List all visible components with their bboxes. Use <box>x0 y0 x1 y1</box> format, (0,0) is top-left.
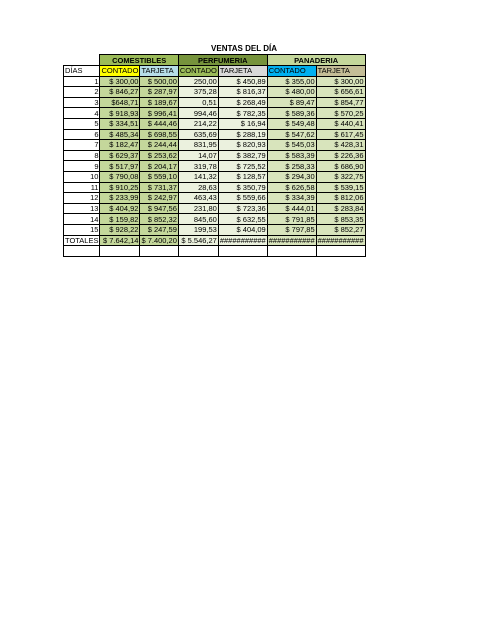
cell-panaderia-tarjeta[interactable]: $ 539,15 <box>316 182 365 193</box>
cell-panaderia-tarjeta[interactable]: $ 852,27 <box>316 224 365 235</box>
cell-perfumeria-tarjeta[interactable]: $ 288,19 <box>218 129 267 140</box>
cell-panaderia-contado[interactable]: $ 355,00 <box>267 76 316 87</box>
header-panaderia-contado[interactable]: CONTADO <box>267 66 316 77</box>
total-perfumeria-contado[interactable]: $ 5.546,27 <box>178 235 218 246</box>
cell-perfumeria-tarjeta[interactable]: $ 268,49 <box>218 97 267 108</box>
cell-comestibles-contado[interactable]: $ 629,37 <box>100 150 140 161</box>
cell-perfumeria-tarjeta[interactable]: $ 16,94 <box>218 118 267 129</box>
cell-perfumeria-tarjeta[interactable]: $ 725,52 <box>218 161 267 172</box>
cell-perfumeria-contado[interactable]: 635,69 <box>178 129 218 140</box>
cell-comestibles-contado[interactable]: $ 404,92 <box>100 203 140 214</box>
cell-panaderia-contado[interactable]: $ 480,00 <box>267 87 316 98</box>
sheet-title: VENTAS DEL DÍA <box>211 44 277 53</box>
cell-perfumeria-contado[interactable]: 845,60 <box>178 214 218 225</box>
header-perfumeria-tarjeta[interactable]: TARJETA <box>218 66 267 77</box>
totals-row <box>64 235 366 246</box>
group-panaderia[interactable]: PANADERIA <box>267 55 365 66</box>
cell-panaderia-contado[interactable]: $ 797,85 <box>267 224 316 235</box>
cell-perfumeria-tarjeta[interactable]: $ 820,93 <box>218 140 267 151</box>
cell-dia[interactable]: 2 <box>64 87 100 98</box>
cell-panaderia-contado[interactable]: $ 589,36 <box>267 108 316 119</box>
cell-perfumeria-contado[interactable]: 375,28 <box>178 87 218 98</box>
cell-panaderia-tarjeta[interactable]: $ 656,61 <box>316 87 365 98</box>
cell-perfumeria-tarjeta[interactable]: $ 404,09 <box>218 224 267 235</box>
cell-panaderia-tarjeta[interactable]: $ 617,45 <box>316 129 365 140</box>
cell-perfumeria-tarjeta[interactable]: $ 559,66 <box>218 193 267 204</box>
cell-comestibles-contado[interactable]: $ 928,22 <box>100 224 140 235</box>
empty-cell[interactable] <box>100 246 140 257</box>
empty-cell[interactable] <box>140 246 178 257</box>
cell-perfumeria-contado[interactable]: 141,32 <box>178 171 218 182</box>
cell-panaderia-contado[interactable]: $ 549,48 <box>267 118 316 129</box>
cell-comestibles-tarjeta[interactable]: $ 852,32 <box>140 214 178 225</box>
totals-label[interactable]: TOTALES <box>65 235 99 245</box>
cell-comestibles-contado[interactable]: $ 182,47 <box>100 140 140 151</box>
empty-corner-cell[interactable] <box>64 55 100 66</box>
cell-perfumeria-tarjeta[interactable]: $ 128,57 <box>218 171 267 182</box>
group-comestibles[interactable]: COMESTIBLES <box>100 55 178 66</box>
cell-panaderia-tarjeta[interactable]: $ 686,90 <box>316 161 365 172</box>
table-row <box>64 214 366 225</box>
total-panaderia-tarjeta[interactable]: ########### <box>317 235 364 245</box>
cell-comestibles-tarjeta[interactable]: $ 698,55 <box>140 129 178 140</box>
cell-comestibles-tarjeta[interactable]: $ 244,44 <box>140 140 178 151</box>
table-row <box>64 129 366 140</box>
cell-panaderia-contado[interactable]: $ 791,85 <box>267 214 316 225</box>
cell-comestibles-contado[interactable]: $ 159,82 <box>100 214 140 225</box>
cell-comestibles-tarjeta[interactable]: $ 204,17 <box>140 161 178 172</box>
cell-comestibles-tarjeta[interactable]: $ 947,56 <box>140 203 178 214</box>
table-row <box>64 108 366 119</box>
cell-perfumeria-contado[interactable]: 0,51 <box>178 97 218 108</box>
cell-perfumeria-tarjeta[interactable]: $ 450,89 <box>218 76 267 87</box>
cell-comestibles-tarjeta[interactable]: $ 996,41 <box>140 108 178 119</box>
empty-cell[interactable] <box>267 246 316 257</box>
cell-perfumeria-tarjeta[interactable]: $ 782,35 <box>218 108 267 119</box>
cell-comestibles-tarjeta[interactable]: $ 189,67 <box>140 97 178 108</box>
header-panaderia-tarjeta[interactable]: TARJETA <box>316 66 365 77</box>
cell-panaderia-tarjeta[interactable]: $ 440,41 <box>316 118 365 129</box>
cell-perfumeria-contado[interactable]: 231,80 <box>178 203 218 214</box>
cell-perfumeria-tarjeta[interactable]: $ 816,37 <box>218 87 267 98</box>
cell-perfumeria-contado[interactable]: 14,07 <box>178 150 218 161</box>
table-row <box>64 182 366 193</box>
cell-perfumeria-tarjeta[interactable]: $ 350,79 <box>218 182 267 193</box>
cell-dia[interactable]: 5 <box>64 118 100 129</box>
cell-dia[interactable]: 6 <box>64 129 100 140</box>
header-dias[interactable]: DÍAS <box>64 66 100 77</box>
cell-panaderia-contado[interactable]: $ 89,47 <box>267 97 316 108</box>
cell-panaderia-contado[interactable]: $ 583,39 <box>267 150 316 161</box>
cell-comestibles-contado[interactable]: $648,71 <box>100 97 140 108</box>
cell-comestibles-tarjeta[interactable]: $ 247,59 <box>140 224 178 235</box>
cell-perfumeria-tarjeta[interactable]: $ 632,55 <box>218 214 267 225</box>
group-header-row <box>64 55 366 66</box>
cell-panaderia-contado[interactable]: $ 334,39 <box>267 193 316 204</box>
cell-comestibles-contado[interactable]: $ 233,99 <box>100 193 140 204</box>
total-perfumeria-tarjeta[interactable]: ########### <box>219 235 266 245</box>
cell-comestibles-tarjeta[interactable]: $ 287,97 <box>140 87 178 98</box>
cell-panaderia-tarjeta[interactable]: $ 428,31 <box>316 140 365 151</box>
empty-cell[interactable] <box>218 246 267 257</box>
header-comestibles-tarjeta[interactable]: TARJETA <box>140 66 178 77</box>
cell-panaderia-tarjeta[interactable]: $ 853,35 <box>316 214 365 225</box>
cell-dia[interactable]: 1 <box>64 76 100 87</box>
table-row <box>64 118 366 129</box>
cell-comestibles-contado[interactable]: $ 485,34 <box>100 129 140 140</box>
cell-panaderia-contado[interactable]: $ 444,01 <box>267 203 316 214</box>
cell-dia[interactable]: 7 <box>64 140 100 151</box>
table-row <box>64 224 366 235</box>
cell-comestibles-tarjeta[interactable]: $ 500,00 <box>140 76 178 87</box>
empty-row <box>64 246 366 257</box>
cell-comestibles-contado[interactable]: $ 910,25 <box>100 182 140 193</box>
table-row <box>64 193 366 204</box>
cell-perfumeria-contado[interactable]: 250,00 <box>178 76 218 87</box>
table-row <box>64 171 366 182</box>
table-row <box>64 76 366 87</box>
cell-panaderia-tarjeta[interactable]: $ 812,06 <box>316 193 365 204</box>
cell-perfumeria-tarjeta[interactable]: $ 382,79 <box>218 150 267 161</box>
cell-panaderia-tarjeta[interactable]: $ 570,25 <box>316 108 365 119</box>
column-header-row <box>64 66 366 77</box>
total-panaderia-contado[interactable]: ########### <box>268 235 315 245</box>
cell-perfumeria-tarjeta[interactable]: $ 723,36 <box>218 203 267 214</box>
cell-panaderia-tarjeta[interactable]: $ 322,75 <box>316 171 365 182</box>
table-row <box>64 161 366 172</box>
cell-panaderia-contado[interactable]: $ 547,62 <box>267 129 316 140</box>
cell-panaderia-contado[interactable]: $ 258,33 <box>267 161 316 172</box>
cell-panaderia-contado[interactable]: $ 626,58 <box>267 182 316 193</box>
cell-comestibles-contado[interactable]: $ 790,08 <box>100 171 140 182</box>
cell-perfumeria-contado[interactable]: 28,63 <box>178 182 218 193</box>
table-body <box>64 55 366 257</box>
total-comestibles-tarjeta[interactable]: $ 7.400,20 <box>141 235 177 245</box>
header-perfumeria-contado[interactable]: CONTADO <box>179 66 217 76</box>
cell-dia[interactable]: 11 <box>64 182 100 193</box>
cell-comestibles-contado[interactable]: $ 300,00 <box>100 76 140 87</box>
cell-comestibles-tarjeta[interactable]: $ 444,46 <box>140 118 178 129</box>
cell-perfumeria-contado[interactable]: 994,46 <box>178 108 218 119</box>
cell-comestibles-tarjeta[interactable]: $ 559,10 <box>140 171 178 182</box>
total-comestibles-contado[interactable]: $ 7.642,14 <box>100 235 140 246</box>
cell-comestibles-contado[interactable]: $ 517,97 <box>100 161 140 172</box>
cell-comestibles-contado[interactable]: $ 918,93 <box>100 108 140 119</box>
table-row <box>64 150 366 161</box>
cell-perfumeria-contado[interactable]: 463,43 <box>178 193 218 204</box>
cell-dia[interactable]: 13 <box>64 203 100 214</box>
cell-panaderia-contado[interactable]: $ 545,03 <box>267 140 316 151</box>
cell-perfumeria-contado[interactable]: 199,53 <box>178 224 218 235</box>
table-row <box>64 87 366 98</box>
empty-cell[interactable] <box>64 246 100 257</box>
cell-comestibles-tarjeta[interactable]: $ 731,37 <box>140 182 178 193</box>
group-perfumeria[interactable]: PERFUMERIA <box>178 55 267 66</box>
cell-dia[interactable]: 12 <box>64 193 100 204</box>
cell-comestibles-contado[interactable]: $ 334,51 <box>100 118 140 129</box>
empty-cell[interactable] <box>316 246 365 257</box>
table-row <box>64 140 366 151</box>
empty-cell[interactable] <box>178 246 218 257</box>
cell-dia[interactable]: 8 <box>64 150 100 161</box>
cell-panaderia-tarjeta[interactable]: $ 226,36 <box>316 150 365 161</box>
sales-table <box>63 54 366 257</box>
cell-perfumeria-contado[interactable]: 214,22 <box>178 118 218 129</box>
cell-dia[interactable]: 14 <box>64 214 100 225</box>
cell-comestibles-contado[interactable]: $ 846,27 <box>100 87 140 98</box>
cell-dia[interactable]: 10 <box>64 171 100 182</box>
cell-panaderia-tarjeta[interactable]: $ 283,84 <box>316 203 365 214</box>
cell-dia[interactable]: 3 <box>64 97 100 108</box>
cell-perfumeria-contado[interactable]: 831,95 <box>178 140 218 151</box>
table-row <box>64 203 366 214</box>
cell-comestibles-tarjeta[interactable]: $ 253,62 <box>140 150 178 161</box>
header-comestibles-contado[interactable]: CONTADO <box>101 66 139 76</box>
cell-panaderia-contado[interactable]: $ 294,30 <box>267 171 316 182</box>
cell-dia[interactable]: 15 <box>64 224 100 235</box>
cell-dia[interactable]: 9 <box>64 161 100 172</box>
cell-comestibles-tarjeta[interactable]: $ 242,97 <box>140 193 178 204</box>
cell-panaderia-tarjeta[interactable]: $ 300,00 <box>316 76 365 87</box>
cell-perfumeria-contado[interactable]: 319,78 <box>178 161 218 172</box>
cell-dia[interactable]: 4 <box>64 108 100 119</box>
cell-panaderia-tarjeta[interactable]: $ 854,77 <box>316 97 365 108</box>
table-row <box>64 97 366 108</box>
